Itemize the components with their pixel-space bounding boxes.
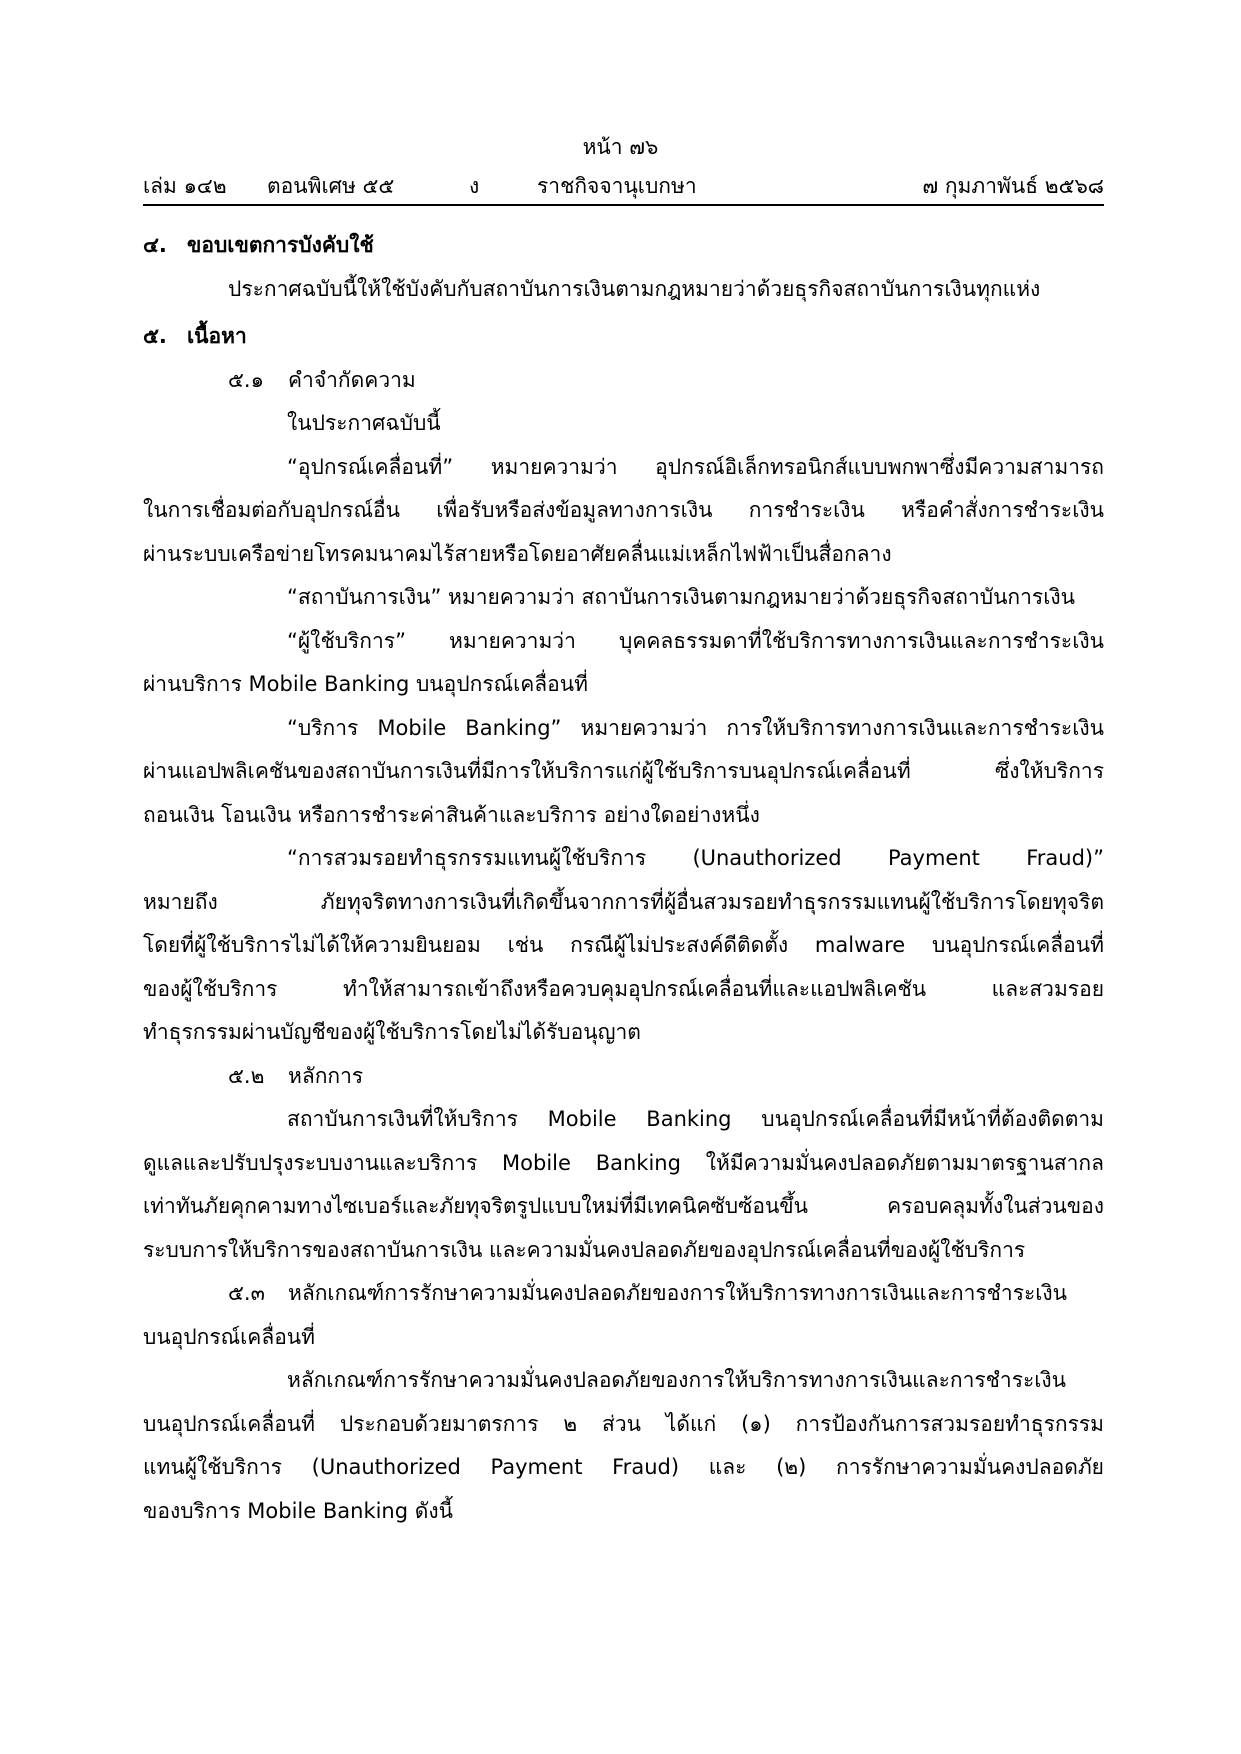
definition-line: ของผู้ใช้บริการ ทำให้สามารถเข้าถึงหรือควบคุมอุปกรณ์เคลื่อนที่และแอปพลิเคชัน และสวมรอย: [143, 976, 1104, 1001]
definition-line: ผ่านระบบเครือข่ายโทรคมนาคมไร้สายหรือโดยอาศัยคลื่นแม่เหล็กไฟฟ้าเป็นสื่อกลาง: [143, 541, 892, 566]
subsection-5-1-heading: [143, 359, 1104, 403]
volume-number: เล่ม ๑๔๒: [143, 174, 227, 198]
subsection-5-3-heading: [143, 1272, 1104, 1316]
publication-date: ๗ กุมภาพันธ์ ๒๕๖๘: [922, 174, 1104, 198]
paragraph-line: แทนผู้ใช้บริการ (Unauthorized Payment Fraud) และ (๒) การรักษาความมั่นคงปลอดภัย: [143, 1455, 1104, 1479]
definition-line: “สถาบันการเงิน” หมายความว่า สถาบันการเงินตามกฎหมายว่าด้วยธุรกิจสถาบันการเงิน: [287, 585, 1076, 609]
section-4-text: ประกาศฉบับนี้ให้ใช้บังคับกับสถาบันการเงินตามกฎหมายว่าด้วยธุรกิจสถาบันการเงินทุกแห่ง: [228, 276, 1041, 301]
section-title: ขอบเขตการบังคับใช้: [187, 233, 374, 257]
paragraph-line: บนอุปกรณ์เคลื่อนที่ ประกอบด้วยมาตรการ ๒ ส่วน ได้แก่ (๑) การป้องกันการสวมรอยทำธุรกรรม: [143, 1411, 1104, 1436]
document-body: [143, 224, 1104, 1533]
definition-line: “บริการ Mobile Banking” หมายความว่า การให้บริการทางการเงินและการชำระเงิน: [287, 715, 1104, 740]
page-number: หน้า ๗๖: [582, 135, 659, 159]
subsection-number: ๕.๒: [228, 1063, 265, 1088]
issue-number: ตอนพิเศษ ๕๕: [267, 174, 395, 198]
definition-line: “อุปกรณ์เคลื่อนที่” หมายความว่า อุปกรณ์อิเล็กทรอนิกส์แบบพกพาซึ่งมีความสามารถ: [287, 454, 1104, 479]
section-5-heading: [143, 315, 1104, 359]
definition-line: ผ่านบริการ Mobile Banking บนอุปกรณ์เคลื่อนที่: [143, 672, 588, 696]
paragraph-line: หลักเกณฑ์การรักษาความมั่นคงปลอดภัยของการให้บริการทางการเงินและการชำระเงิน: [287, 1368, 1067, 1392]
definition-line: ในการเชื่อมต่อกับอุปกรณ์อื่น เพื่อรับหรือส่งข้อมูลทางการเงิน การชำระเงิน หรือคำสั่งการชำระเงิน: [143, 498, 1104, 522]
subsection-number: ๕.๓: [228, 1281, 265, 1305]
subsection-5-2-heading: [143, 1055, 1104, 1099]
definition-line: โดยที่ผู้ใช้บริการไม่ได้ให้ความยินยอม เช่น กรณีผู้ไม่ประสงค์ดีติดตั้ง malware บนอุปกรณ์เคลื่อนที่: [143, 933, 1104, 957]
paragraph-line: ของบริการ Mobile Banking ดังนี้: [143, 1498, 453, 1523]
subsection-title: หลักเกณฑ์การรักษาความมั่นคงปลอดภัยของการให้บริการทางการเงินและการชำระเงิน: [288, 1281, 1068, 1305]
definitions-intro: ในประกาศฉบับนี้: [287, 411, 441, 435]
section-number: ๔.: [143, 233, 167, 257]
issue-kind: ง: [469, 174, 480, 198]
definition-line: ผ่านแอปพลิเคชันของสถาบันการเงินที่มีการให้บริการแก่ผู้ใช้บริการบนอุปกรณ์เคลื่อนที่ ซึ่งให้บริการ: [143, 759, 1104, 783]
gazette-header: [143, 168, 1104, 206]
definition-line: “การสวมรอยทำธุรกรรมแทนผู้ใช้บริการ (Unauthorized Payment Fraud)”: [287, 846, 1104, 870]
section-title: เนื้อหา: [187, 324, 247, 348]
section-4-heading: [143, 224, 1104, 268]
definition-line: “ผู้ใช้บริการ” หมายความว่า บุคคลธรรมดาที่ใช้บริการทางการเงินและการชำระเงิน: [287, 628, 1104, 653]
definition-line: ถอนเงิน โอนเงิน หรือการชำระค่าสินค้าและบริการ อย่างใดอย่างหนึ่ง: [143, 802, 760, 827]
paragraph-line: เท่าทันภัยคุกคามทางไซเบอร์และภัยทุจริตรูปแบบใหม่ที่มีเทคนิคซับซ้อนขึ้น ครอบคลุมทั้งในส่วนของ: [143, 1194, 1104, 1218]
definition-line: หมายถึง ภัยทุจริตทางการเงินที่เกิดขึ้นจากการที่ผู้อื่นสวมรอยทำธุรกรรมแทนผู้ใช้บริการโดยทุจริต: [143, 889, 1104, 914]
definition-line: ทำธุรกรรมผ่านบัญชีของผู้ใช้บริการโดยไม่ได้รับอนุญาต: [143, 1020, 641, 1044]
paragraph-line: สถาบันการเงินที่ให้บริการ Mobile Banking บนอุปกรณ์เคลื่อนที่มีหน้าที่ต้องติดตาม: [287, 1107, 1104, 1131]
section-number: ๕.: [143, 324, 167, 348]
paragraph-line: ดูแลและปรับปรุงระบบงานและบริการ Mobile Banking ให้มีความมั่นคงปลอดภัยตามมาตรฐานสากล: [143, 1150, 1104, 1175]
subsection-title: คำจำกัดความ: [288, 367, 416, 392]
paragraph-line: ระบบการให้บริการของสถาบันการเงิน และความมั่นคงปลอดภัยของอุปกรณ์เคลื่อนที่ของผู้ใช้บริการ: [143, 1237, 1026, 1262]
gazette-name: ราชกิจจานุเบกษา: [537, 174, 697, 198]
subsection-title: หลักการ: [288, 1063, 364, 1088]
subsection-number: ๕.๑: [228, 367, 264, 392]
subsection-title-continued: บนอุปกรณ์เคลื่อนที่: [143, 1324, 316, 1349]
